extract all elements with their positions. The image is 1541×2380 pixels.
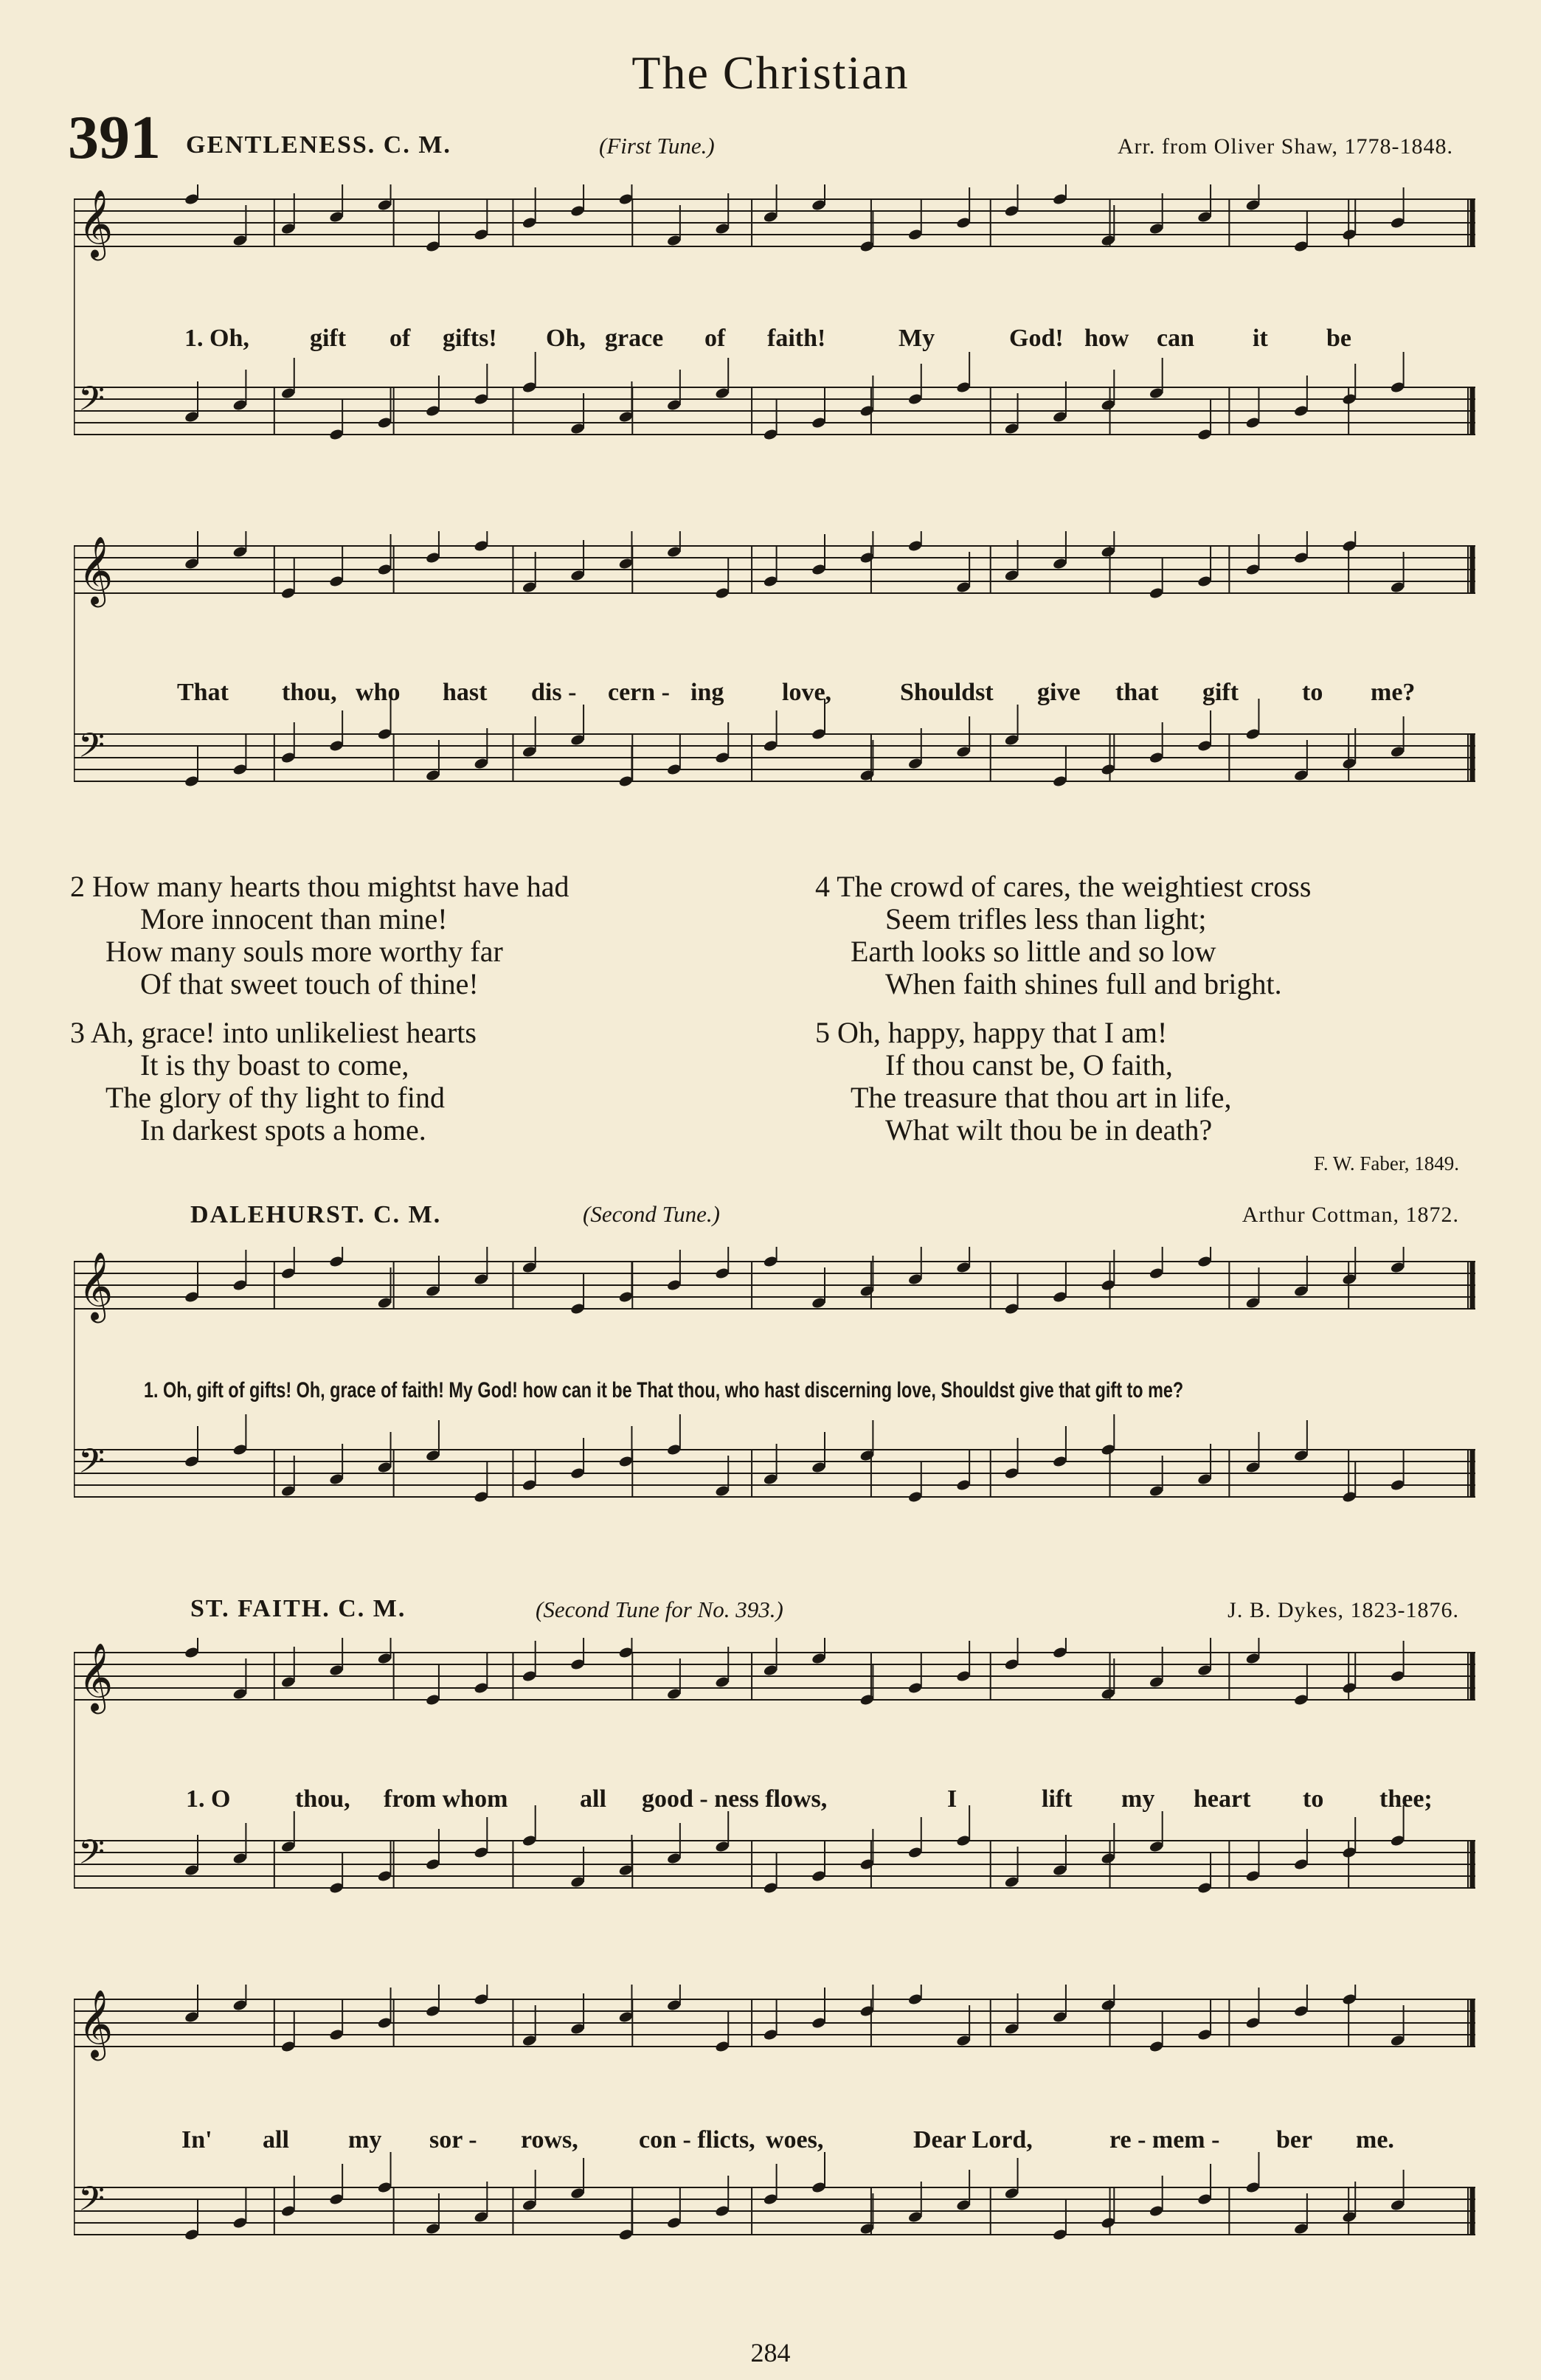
stanza-line: The crowd of cares, the weightiest cross: [837, 870, 1312, 903]
stanza-line: How many souls more worthy far: [105, 935, 503, 968]
lyric-word: my: [348, 2126, 382, 2154]
lyric-word: sor -: [429, 2126, 477, 2154]
stanza-number: 3: [70, 1016, 85, 1049]
lyric-word: gifts!: [443, 325, 497, 352]
music-system-dalehurst: [74, 1247, 1483, 1564]
lyric-word: re - mem -: [1109, 2126, 1220, 2154]
treble-clef-icon: 𝄞: [78, 1992, 114, 2057]
stanza-line: Ah, grace! into unlikeliest hearts: [90, 1016, 477, 1049]
lyric-word: ber: [1276, 2126, 1313, 2154]
stanza-line: The treasure that thou art in life,: [851, 1081, 1232, 1114]
lyric-word: who: [356, 679, 401, 706]
treble-clef-icon: 𝄞: [78, 192, 114, 257]
stanza-3: [70, 1017, 477, 1146]
bass-staff: [74, 1805, 1475, 1895]
tune-name-gentleness: GENTLENESS. C. M.: [186, 131, 451, 159]
bass-clef-icon: 𝄢: [78, 381, 105, 426]
music-system-gentleness-1: [74, 184, 1483, 502]
bass-clef-icon: 𝄢: [78, 1443, 105, 1489]
lyric-word: be: [1326, 325, 1351, 352]
bass-staff: [74, 699, 1475, 788]
bass-clef-icon: 𝄢: [78, 1834, 105, 1880]
treble-clef-icon: 𝄞: [78, 539, 114, 603]
lyric-word: of: [389, 325, 411, 352]
treble-staff: [74, 1247, 1475, 1323]
lyric-word: thou,: [295, 1785, 350, 1813]
lyric-word: In': [181, 2126, 212, 2154]
bass-staff: [74, 352, 1475, 441]
stanza-line: Oh, happy, happy that I am!: [837, 1016, 1168, 1049]
page-number: 284: [750, 2338, 791, 2367]
lyric-word: 1. O: [186, 1785, 231, 1813]
lyric-word: lift: [1042, 1785, 1073, 1813]
lyric-word: all: [580, 1785, 606, 1813]
lyric-word: to: [1302, 679, 1323, 706]
lyric-word: woes,: [766, 2126, 824, 2154]
bass-staff: [74, 1414, 1475, 1504]
treble-clef-icon: 𝄞: [78, 1645, 114, 1710]
lyric-word: ing: [690, 679, 724, 706]
lyric-word: hast: [443, 679, 488, 706]
stanza-number: 2: [70, 870, 85, 903]
stanza-line: Seem trifles less than light;: [885, 902, 1207, 935]
lyric-word: Shouldst: [900, 679, 994, 706]
lyric-word: 1. Oh,: [184, 325, 249, 352]
treble-clef-icon: 𝄞: [78, 1254, 114, 1319]
stanza-line: If thou canst be, O faith,: [885, 1048, 1173, 1082]
music-system-st-faith-2: [74, 1985, 1483, 2309]
lyric-word: it: [1253, 325, 1268, 352]
lyric-word: me?: [1371, 679, 1416, 706]
composer-st-faith: J. B. Dykes, 1823-1876.: [1227, 1598, 1459, 1622]
tune-name-st-faith: ST. FAITH. C. M.: [190, 1595, 406, 1622]
lyric-word: Dear Lord,: [913, 2126, 1033, 2154]
bass-staff: [74, 2152, 1475, 2241]
stanza-line: Earth looks so little and so low: [851, 935, 1216, 968]
music-system-gentleness-2: [74, 531, 1483, 848]
lyric-word: good - ness flows,: [642, 1785, 828, 1813]
treble-staff: [74, 184, 1475, 260]
lyric-word: My: [898, 325, 935, 352]
lyric-word: give: [1037, 679, 1081, 706]
treble-staff: [74, 1985, 1475, 2061]
lyric-word: love,: [782, 679, 832, 706]
lyric-word: all: [263, 2126, 289, 2154]
tune-note-gentleness: (First Tune.): [599, 133, 715, 159]
lyric-word: how: [1084, 325, 1129, 352]
stanza-line: More innocent than mine!: [140, 902, 448, 935]
stanza-line: What wilt thou be in death?: [885, 1113, 1213, 1146]
lyric-word: thee;: [1379, 1785, 1433, 1813]
lyric-word: That: [177, 679, 229, 706]
lyric-word: cern -: [608, 679, 671, 706]
stanza-line: How many hearts thou mightst have had: [92, 870, 569, 903]
lyric-word: my: [1121, 1785, 1155, 1813]
lyric-word: Oh,: [546, 325, 586, 352]
stanza-line: The glory of thy light to find: [105, 1081, 445, 1114]
tune-note-dalehurst: (Second Tune.): [583, 1201, 720, 1227]
lyric-word: that: [1115, 679, 1159, 706]
lyric-word: God!: [1009, 325, 1064, 352]
lyric-word: heart: [1194, 1785, 1251, 1813]
lyric-text: 1. Oh, gift of gifts! Oh, grace of faith! My God! how can it be That thou, who hast discerning love, Shouldst give that gift to me?: [144, 1378, 1184, 1402]
lyric-word: grace: [605, 325, 664, 352]
stanza-2: [70, 871, 569, 1000]
tune-name-dalehurst: DALEHURST. C. M.: [190, 1201, 442, 1228]
stanza-line: It is thy boast to come,: [140, 1048, 409, 1082]
text-author: F. W. Faber, 1849.: [1313, 1152, 1459, 1175]
lyric-word: me.: [1356, 2126, 1394, 2154]
lyric-word: thou,: [282, 679, 337, 706]
stanza-number: 5: [815, 1016, 830, 1049]
music-system-st-faith-1: [74, 1638, 1483, 1962]
lyric-word: of: [704, 325, 726, 352]
stanza-line: When faith shines full and bright.: [885, 967, 1282, 1000]
treble-staff: [74, 1638, 1475, 1714]
tune-note-st-faith: (Second Tune for No. 393.): [536, 1597, 783, 1622]
lyric-word: con - flicts,: [639, 2126, 755, 2154]
hymn-number: 391: [68, 103, 161, 172]
stanza-line: Of that sweet touch of thine!: [140, 967, 479, 1000]
treble-staff: [74, 531, 1475, 607]
lyric-word: gift: [1202, 679, 1239, 706]
lyric-word: can: [1157, 325, 1194, 352]
stanza-number: 4: [815, 870, 830, 903]
stanza-4: [815, 871, 1311, 1000]
lyric-word: I: [947, 1785, 958, 1813]
composer-gentleness: Arr. from Oliver Shaw, 1778-1848.: [1117, 134, 1453, 159]
lyric-word: gift: [310, 325, 347, 352]
lyric-word: dis -: [531, 679, 577, 706]
bass-clef-icon: 𝄢: [78, 727, 105, 773]
stanza-5: [815, 1017, 1231, 1146]
lyric-word: rows,: [521, 2126, 578, 2154]
section-title: The Christian: [631, 46, 910, 99]
bass-clef-icon: 𝄢: [78, 2181, 105, 2227]
lyric-word: from whom: [384, 1785, 508, 1813]
lyric-word: to: [1303, 1785, 1324, 1813]
composer-dalehurst: Arthur Cottman, 1872.: [1242, 1203, 1459, 1227]
lyric-word: faith!: [767, 325, 826, 352]
stanza-line: In darkest spots a home.: [140, 1113, 426, 1146]
